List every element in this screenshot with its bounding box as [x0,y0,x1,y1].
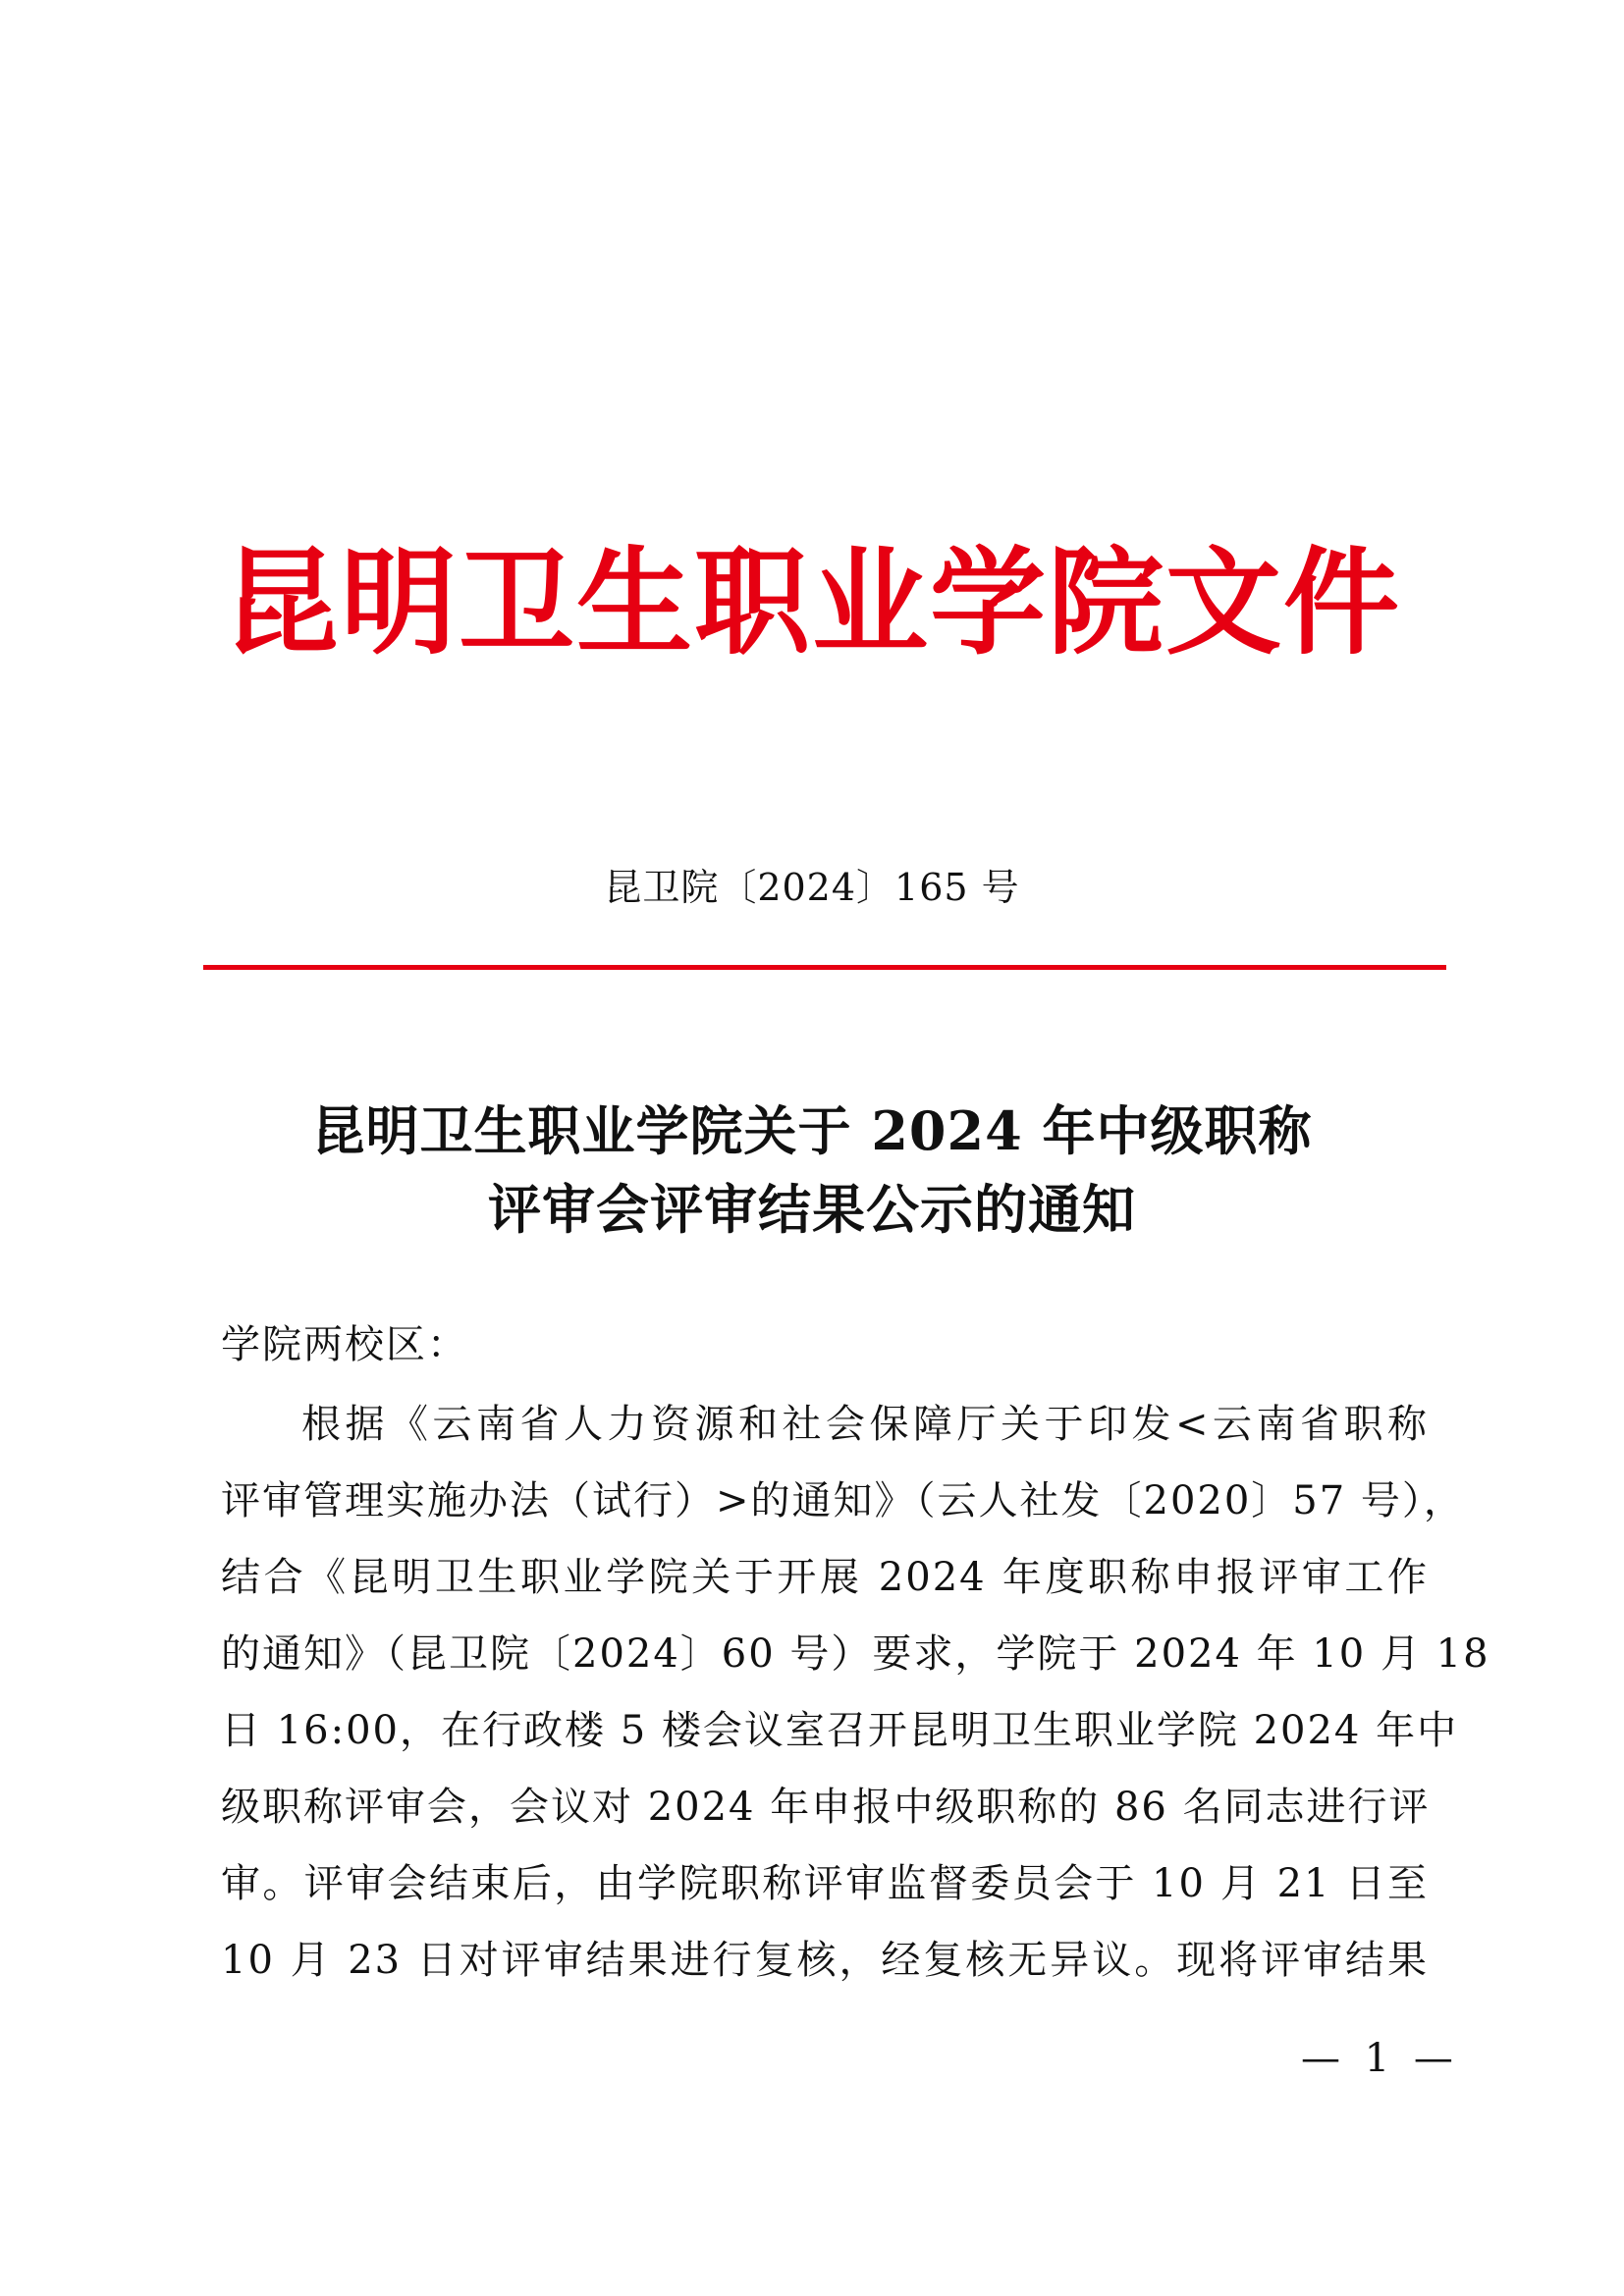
document-number: 昆卫院〔2024〕165 号 [604,866,1020,909]
body-line: 的通知》（昆卫院〔2024〕60 号）要求，学院于 2024 年 10 月 18 [221,1631,1490,1677]
notice-title [0,1092,1624,1249]
notice-title-line-1: 昆明卫生职业学院关于 2024 年中级职称 [311,1099,1313,1162]
body-line: 级职称评审会，会议对 2024 年申报中级职称的 86 名同志进行评 [221,1785,1431,1830]
body-line: 10 月 23 日对评审结果进行复核，经复核无异议。现将评审结果 [221,1938,1429,1983]
red-divider-line [203,965,1446,970]
notice-title-line-2: 评审会评审结果公示的通知 [488,1178,1136,1241]
salutation: 学院两校区： [221,1322,468,1367]
notice-body [221,1386,1490,1999]
body-line: 根据《云南省人力资源和社会保障厅关于印发<云南省职称 [301,1402,1429,1447]
body-line: 审。评审会结束后，由学院职称评审监督委员会于 10 月 21 日至 [221,1861,1429,1906]
document-masthead: 昆明卫生职业学院文件 [222,534,1401,670]
body-line: 评审管理实施办法（试行）>的通知》（云人社发〔2020〕57 号）， [221,1478,1465,1523]
body-line: 结合《昆明卫生职业学院关于开展 2024 年度职称申报评审工作 [221,1555,1429,1600]
page-number: — 1 — [1301,2036,1459,2081]
body-line: 日 16:00，在行政楼 5 楼会议室召开昆明卫生职业学院 2024 年中 [221,1708,1459,1753]
